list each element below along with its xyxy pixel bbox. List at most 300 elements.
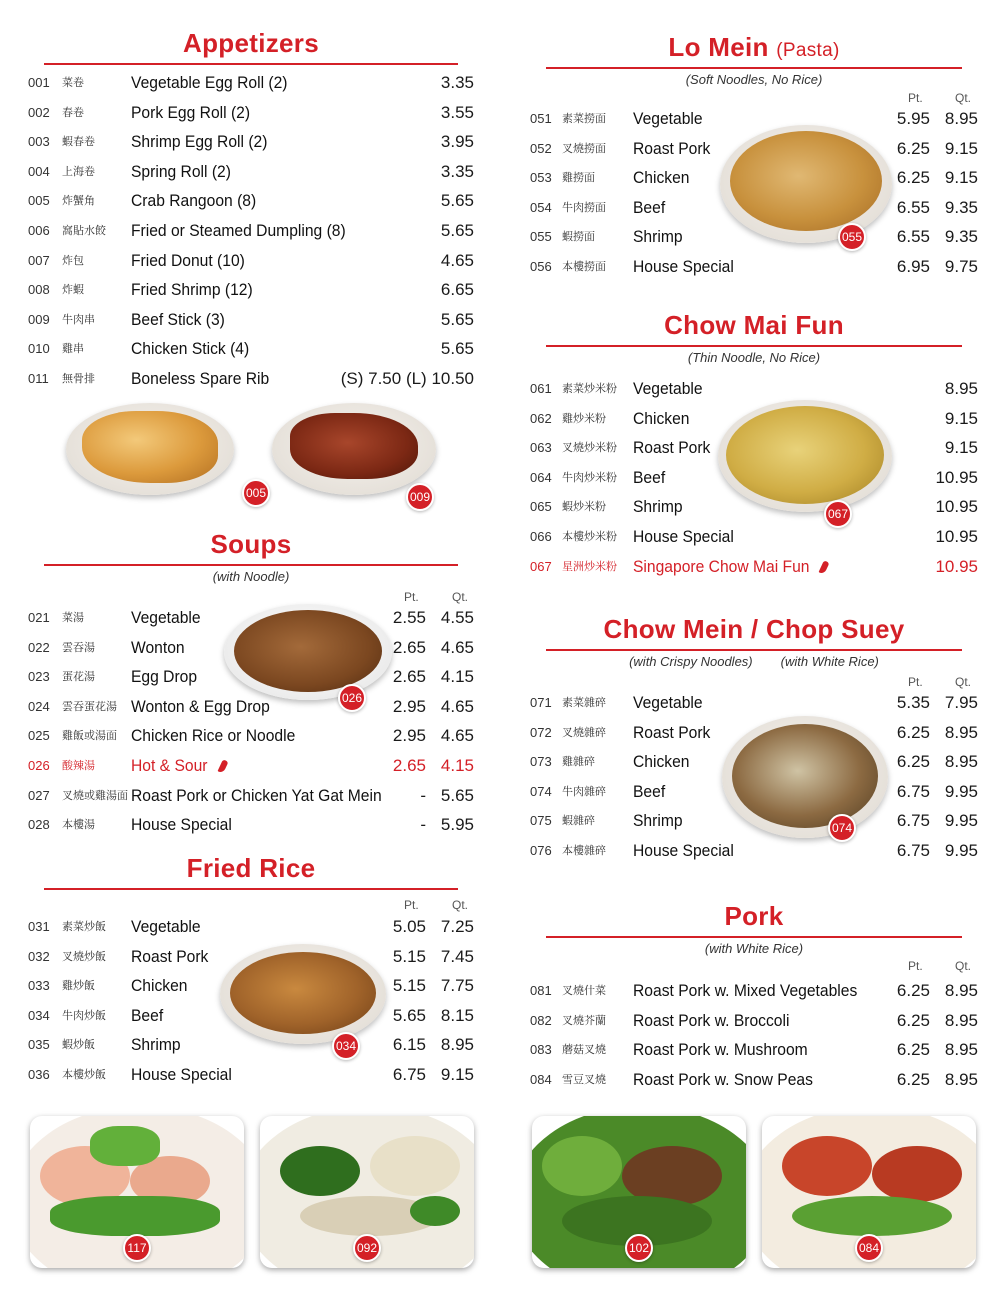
menu-item-row: [530, 750, 978, 774]
item-number: 035: [28, 1037, 50, 1053]
item-chinese-name: 窩貼水餃: [62, 224, 106, 237]
item-name: Singapore Chow Mai Fun: [633, 556, 810, 576]
item-price: 3.35: [440, 161, 474, 181]
item-quart-price: 7.25: [440, 917, 474, 936]
item-name: Chicken: [633, 408, 690, 428]
item-chinese-name: 雞炒飯: [62, 979, 95, 993]
item-chinese-name: 蝦撈面: [562, 230, 595, 244]
menu-item-row: [28, 71, 474, 95]
item-pint-price: 6.75: [896, 781, 930, 801]
soups-qt-header: Qt.: [452, 590, 469, 604]
item-pint-price: -: [420, 815, 426, 835]
item-name: Roast Pork w. Mixed Vegetables: [633, 981, 858, 1000]
item-chinese-name: 蝦炒米粉: [562, 500, 606, 514]
item-chinese-name: 素菜雜碎: [562, 696, 606, 709]
item-number: 055: [530, 229, 552, 245]
item-number: 074: [530, 783, 552, 799]
badge-092: 092: [353, 1234, 381, 1262]
item-number: 005: [28, 193, 50, 209]
item-pint-price: 5.95: [896, 109, 930, 128]
item-pint-price: 6.15: [392, 1035, 426, 1055]
item-number: 003: [28, 134, 50, 150]
item-quart-price: 7.95: [944, 693, 978, 712]
item-number: 081: [530, 983, 552, 998]
item-number: 021: [28, 610, 50, 625]
item-number: 065: [530, 499, 552, 515]
item-number: 073: [530, 754, 552, 770]
menu-item-row: [530, 196, 978, 220]
item-quart-price: 9.15: [440, 1065, 474, 1084]
item-number: 010: [28, 341, 50, 357]
item-quart-price: 8.95: [944, 109, 978, 128]
menu-item-row: [28, 695, 474, 719]
item-price: 5.65: [440, 221, 474, 240]
item-price: 3.95: [440, 132, 474, 152]
item-price: 6.65: [440, 280, 474, 300]
photo-117: [30, 1116, 244, 1268]
item-name: Fried or Steamed Dumpling (8): [131, 221, 346, 240]
menu-item-row: [28, 784, 474, 808]
item-number: 022: [28, 639, 50, 655]
chow-mein-subtitle-left: (with Crispy Noodles): [629, 654, 753, 669]
item-chinese-name: 上海卷: [62, 164, 95, 178]
fried-rice-qt-header: Qt.: [452, 898, 469, 912]
item-quart-price: 9.95: [944, 811, 978, 831]
item-name: Boneless Spare Rib: [131, 369, 270, 388]
menu-item-row: [530, 466, 978, 490]
item-pint-price: 6.25: [896, 1040, 930, 1060]
menu-item-row: [530, 525, 978, 549]
menu-item-row: [530, 1009, 978, 1033]
item-chinese-name: 雞炒米粉: [562, 411, 606, 425]
chow-mein-pt-header: Pt.: [908, 675, 923, 689]
chow-mein-section: [530, 614, 978, 669]
lo-mein-title-paren: (Pasta): [776, 40, 840, 61]
item-chinese-name: 雞串: [62, 342, 84, 356]
item-quart-price: 4.65: [440, 637, 474, 657]
item-price: 10.95: [935, 467, 978, 487]
item-price: 3.55: [440, 102, 474, 122]
left-column: [28, 0, 474, 1301]
chow-mein-qt-header: Qt.: [955, 675, 972, 689]
item-quart-price: 4.55: [440, 608, 474, 627]
item-number: 026: [28, 758, 50, 773]
item-name: Hot & Sour: [131, 756, 208, 775]
item-pint-price: 2.55: [392, 608, 426, 627]
lo-mein-pt-header: Pt.: [908, 91, 923, 105]
item-quart-price: 9.75: [944, 257, 978, 276]
soups-divider: [44, 564, 458, 566]
item-chinese-name: 菜湯: [62, 611, 84, 624]
item-number: 075: [530, 813, 552, 829]
item-chinese-name: 蝦炒飯: [62, 1038, 95, 1052]
item-quart-price: 5.95: [440, 815, 474, 835]
item-chinese-name: 叉燒雜碎: [562, 725, 606, 739]
pork-title: Pork: [724, 901, 784, 931]
pork-pt-header: Pt.: [908, 959, 923, 973]
item-name: Vegetable: [131, 917, 201, 936]
item-price: (S) 7.50 (L) 10.50: [340, 369, 474, 388]
item-quart-price: 8.95: [440, 1035, 474, 1055]
item-name: Shrimp Egg Roll (2): [131, 132, 268, 152]
chow-mein-subtitle-right: (with White Rice): [780, 654, 879, 669]
item-chinese-name: 雲吞湯: [62, 640, 95, 654]
menu-item-row: [530, 839, 978, 863]
appetizers-section: [28, 28, 474, 65]
chow-mai-fun-title: Chow Mai Fun: [664, 310, 844, 340]
item-number: 031: [28, 919, 50, 934]
item-quart-price: 9.15: [944, 138, 978, 158]
fried-rice-pt-header: Pt.: [404, 898, 419, 912]
item-name: Roast Pork w. Mushroom: [633, 1040, 808, 1060]
appetizers-title: Appetizers: [183, 28, 319, 58]
item-name: Chicken Rice or Noodle: [131, 726, 296, 746]
item-name: Wonton & Egg Drop: [131, 696, 270, 716]
item-chinese-name: 春卷: [62, 105, 84, 119]
menu-item-row: [28, 915, 474, 939]
menu-item-row: [530, 377, 978, 401]
lo-mein-title-text: Lo Mein: [668, 32, 769, 62]
item-chinese-name: 雞撈面: [562, 171, 595, 185]
item-number: 027: [28, 787, 50, 803]
item-chinese-name: 無骨排: [62, 372, 95, 385]
item-number: 024: [28, 698, 50, 714]
item-pint-price: 6.25: [896, 168, 930, 188]
item-number: 082: [530, 1012, 552, 1028]
item-number: 072: [530, 724, 552, 740]
item-number: 051: [530, 111, 552, 126]
appetizers-divider: [44, 63, 458, 65]
spicy-icon: [819, 560, 830, 574]
item-name: Vegetable: [633, 693, 703, 712]
item-pint-price: 5.65: [392, 1005, 426, 1025]
badge-005: 005: [242, 479, 270, 507]
item-chinese-name: 炸蟹角: [62, 194, 95, 208]
pork-divider: [546, 936, 962, 938]
menu-item-row: [28, 813, 474, 837]
item-price: 3.35: [440, 73, 474, 92]
item-number: 066: [530, 529, 552, 544]
item-number: 036: [28, 1067, 50, 1082]
item-name: Vegetable: [633, 379, 703, 398]
item-number: 023: [28, 669, 50, 685]
item-quart-price: 8.95: [944, 752, 978, 772]
item-name: Roast Pork: [633, 138, 711, 158]
item-price: 5.65: [440, 339, 474, 359]
item-quart-price: 8.95: [944, 1040, 978, 1060]
soups-title: Soups: [210, 529, 292, 559]
menu-item-row: [28, 367, 474, 391]
item-name: Shrimp: [633, 811, 683, 831]
menu-item-row: [28, 219, 474, 243]
item-name: Crab Rangoon (8): [131, 191, 257, 211]
item-price: 9.15: [944, 438, 978, 458]
badge-117: 117: [123, 1234, 151, 1262]
item-number: 001: [28, 75, 50, 90]
photo-092: [260, 1116, 474, 1268]
item-number: 032: [28, 948, 50, 964]
item-chinese-name: 炸蝦: [62, 283, 84, 297]
menu-item-row: [530, 166, 978, 190]
item-quart-price: 9.95: [944, 781, 978, 801]
item-number: 007: [28, 252, 50, 268]
item-name: Pork Egg Roll (2): [131, 102, 251, 122]
item-pint-price: 6.95: [896, 257, 930, 276]
item-number: 067: [530, 558, 552, 574]
menu-item-row: [530, 107, 978, 131]
item-pint-price: 2.95: [392, 696, 426, 716]
item-quart-price: 7.75: [440, 976, 474, 996]
pork-section: [530, 901, 978, 956]
item-number: 064: [530, 469, 552, 485]
item-price: 10.95: [935, 556, 978, 576]
photo-102: [532, 1116, 746, 1268]
item-quart-price: 4.15: [440, 756, 474, 775]
item-pint-price: 2.65: [392, 667, 426, 687]
item-chinese-name: 本樓湯: [62, 818, 95, 832]
item-name: Fried Shrimp (12): [131, 280, 253, 300]
item-number: 056: [530, 259, 552, 274]
menu-item-row: [28, 130, 474, 154]
menu-item-row: [28, 606, 474, 630]
item-pint-price: 6.55: [896, 197, 930, 217]
item-chinese-name: 素菜撈面: [562, 112, 606, 125]
item-chinese-name: 素菜炒米粉: [562, 382, 617, 395]
item-quart-price: 4.65: [440, 696, 474, 716]
item-number: 062: [530, 410, 552, 426]
pork-subtitle: (with White Rice): [704, 941, 804, 956]
item-name: Beef: [633, 781, 666, 801]
item-name: House Special: [633, 257, 734, 276]
item-number: 002: [28, 104, 50, 120]
lo-mein-section: [530, 32, 978, 87]
item-name: Chicken: [633, 168, 690, 188]
item-name: Beef Stick (3): [131, 309, 225, 329]
menu-item-row: [530, 137, 978, 161]
menu-item-row: [530, 495, 978, 519]
item-pint-price: 6.75: [896, 841, 930, 860]
menu-item-row: [530, 691, 978, 715]
menu-item-row: [28, 974, 474, 998]
right-column: [530, 0, 978, 1301]
item-price: 9.15: [944, 408, 978, 428]
item-number: 028: [28, 817, 50, 833]
item-pint-price: 2.65: [392, 756, 426, 775]
item-chinese-name: 星洲炒米粉: [562, 559, 617, 573]
item-number: 053: [530, 170, 552, 186]
item-pint-price: 6.25: [896, 722, 930, 742]
item-number: 054: [530, 199, 552, 215]
item-quart-price: 7.45: [440, 946, 474, 966]
item-pint-price: 5.15: [392, 976, 426, 996]
item-number: 084: [530, 1071, 552, 1087]
item-name: Chicken Stick (4): [131, 339, 250, 359]
soups-subtitle: (with Noodle): [212, 569, 290, 584]
fried-rice-divider: [44, 888, 458, 890]
item-pint-price: 6.25: [896, 138, 930, 158]
item-chinese-name: 蘑菇叉燒: [562, 1043, 606, 1057]
item-number: 004: [28, 163, 50, 179]
photo-084: [762, 1116, 976, 1268]
item-pint-price: 6.75: [896, 811, 930, 831]
pork-qt-header: Qt.: [955, 959, 972, 973]
item-number: 009: [28, 311, 50, 327]
item-name: Beef: [633, 197, 666, 217]
item-name: House Special: [131, 815, 232, 835]
item-name: Shrimp: [633, 227, 683, 247]
item-number: 025: [28, 728, 50, 744]
item-price: 4.65: [440, 250, 474, 270]
item-pint-price: 6.25: [896, 1010, 930, 1030]
lo-mein-title: [530, 32, 978, 63]
badge-034: 034: [332, 1032, 360, 1060]
item-quart-price: 8.95: [944, 981, 978, 1000]
item-chinese-name: 牛肉炒米粉: [562, 470, 617, 484]
chow-mein-title: Chow Mein / Chop Suey: [603, 614, 905, 644]
item-chinese-name: 叉燒什菜: [562, 984, 606, 997]
menu-item-row: [530, 225, 978, 249]
item-number: 006: [28, 223, 50, 238]
item-chinese-name: 本樓撈面: [562, 260, 606, 273]
item-pint-price: 6.75: [392, 1065, 426, 1084]
menu-item-row: [28, 754, 474, 778]
item-name: House Special: [131, 1065, 232, 1084]
item-number: 063: [530, 440, 552, 456]
menu-item-row: [28, 308, 474, 332]
item-chinese-name: 雪豆叉燒: [562, 1072, 606, 1086]
item-name: Beef: [131, 1005, 164, 1025]
menu-item-row: [28, 337, 474, 361]
chow-mai-fun-divider: [546, 345, 962, 347]
item-pint-price: 6.55: [896, 227, 930, 247]
item-quart-price: 4.15: [440, 667, 474, 687]
item-name: Shrimp: [131, 1035, 181, 1055]
spicy-icon: [217, 759, 228, 773]
item-chinese-name: 叉燒芥蘭: [562, 1013, 606, 1027]
badge-102: 102: [625, 1234, 653, 1262]
item-pint-price: 6.25: [896, 981, 930, 1000]
menu-item-row: [28, 945, 474, 969]
item-number: 071: [530, 695, 552, 710]
menu-item-row: [28, 636, 474, 660]
item-name: Wonton: [131, 637, 185, 657]
item-name: Chicken: [131, 976, 188, 996]
item-name: Beef: [633, 467, 666, 487]
item-name: Spring Roll (2): [131, 161, 231, 181]
lo-mein-divider: [546, 67, 962, 69]
item-name: Roast Pork: [633, 438, 711, 458]
item-pint-price: 6.25: [896, 752, 930, 772]
item-quart-price: 9.35: [944, 227, 978, 247]
item-pint-price: 2.65: [392, 637, 426, 657]
item-name: Shrimp: [633, 497, 683, 517]
menu-item-row: [530, 555, 978, 579]
menu-item-row: [28, 249, 474, 273]
menu-item-row: [530, 1038, 978, 1062]
menu-item-row: [28, 724, 474, 748]
item-quart-price: 4.65: [440, 726, 474, 746]
menu-item-row: [28, 189, 474, 213]
item-name: Fried Donut (10): [131, 250, 245, 270]
soups-section: [28, 529, 474, 584]
item-chinese-name: 素菜炒飯: [62, 920, 106, 933]
item-price: 5.65: [440, 309, 474, 329]
badge-084: 084: [855, 1234, 883, 1262]
menu-item-row: [28, 278, 474, 302]
item-chinese-name: 酸辣湯: [62, 759, 95, 772]
badge-074: 074: [828, 814, 856, 842]
item-name: House Special: [633, 527, 734, 546]
item-pint-price: -: [420, 785, 426, 805]
item-name: Roast Pork or Chicken Yat Gat Mein: [131, 785, 382, 805]
item-chinese-name: 牛肉撈面: [562, 200, 606, 214]
item-quart-price: 8.15: [440, 1005, 474, 1025]
item-chinese-name: 蝦春卷: [62, 135, 95, 149]
item-name: Vegetable Egg Roll (2): [131, 73, 288, 92]
item-price: 10.95: [935, 527, 978, 546]
chow-mein-divider: [546, 649, 962, 651]
item-chinese-name: 菜卷: [62, 76, 84, 89]
item-quart-price: 9.95: [944, 841, 978, 860]
item-pint-price: 5.35: [896, 693, 930, 712]
item-number: 061: [530, 381, 552, 396]
item-name: Roast Pork w. Broccoli: [633, 1010, 790, 1030]
item-number: 076: [530, 843, 552, 858]
item-name: Egg Drop: [131, 667, 198, 687]
item-name: Chicken: [633, 752, 690, 772]
item-pint-price: 2.95: [392, 726, 426, 746]
menu-item-row: [28, 160, 474, 184]
item-chinese-name: 叉燒炒飯: [62, 949, 106, 963]
badge-055: 055: [838, 223, 866, 251]
menu-item-row: [530, 780, 978, 804]
item-chinese-name: 雞飯或湯面: [62, 729, 117, 743]
menu-item-row: [28, 101, 474, 125]
item-number: 033: [28, 978, 50, 994]
item-chinese-name: 蛋花湯: [62, 670, 95, 684]
crab-rangoon-photo: [66, 403, 267, 500]
menu-item-row: [28, 1033, 474, 1057]
menu-item-row: [530, 979, 978, 1003]
item-chinese-name: 叉燒撈面: [562, 141, 606, 155]
beef-stick-photo: [272, 403, 436, 504]
lo-mein-subtitle: (Soft Noodles, No Rice): [685, 72, 823, 87]
item-quart-price: 8.95: [944, 722, 978, 742]
badge-026: 026: [338, 684, 366, 712]
item-price: 5.65: [440, 191, 474, 211]
item-chinese-name: 叉燒或雞湯面: [62, 788, 128, 802]
menu-item-row: [530, 436, 978, 460]
menu-item-row: [28, 1004, 474, 1028]
item-name: Roast Pork: [131, 946, 209, 966]
menu-item-row: [28, 1063, 474, 1087]
menu-item-row: [530, 721, 978, 745]
item-chinese-name: 牛肉雜碎: [562, 784, 606, 798]
item-chinese-name: 本樓炒飯: [62, 1068, 106, 1081]
chow-mai-fun-section: [530, 310, 978, 365]
badge-067: 067: [824, 500, 852, 528]
item-chinese-name: 炸包: [62, 253, 84, 267]
menu-item-row: [530, 255, 978, 279]
item-chinese-name: 牛肉串: [62, 312, 95, 326]
item-quart-price: 8.95: [944, 1010, 978, 1030]
menu-item-row: [530, 1068, 978, 1092]
item-number: 034: [28, 1007, 50, 1023]
badge-009: 009: [406, 483, 434, 511]
soups-pt-header: Pt.: [404, 590, 419, 604]
item-chinese-name: 本樓炒米粉: [562, 530, 617, 543]
chow-mai-fun-subtitle: (Thin Noodle, No Rice): [687, 350, 821, 365]
